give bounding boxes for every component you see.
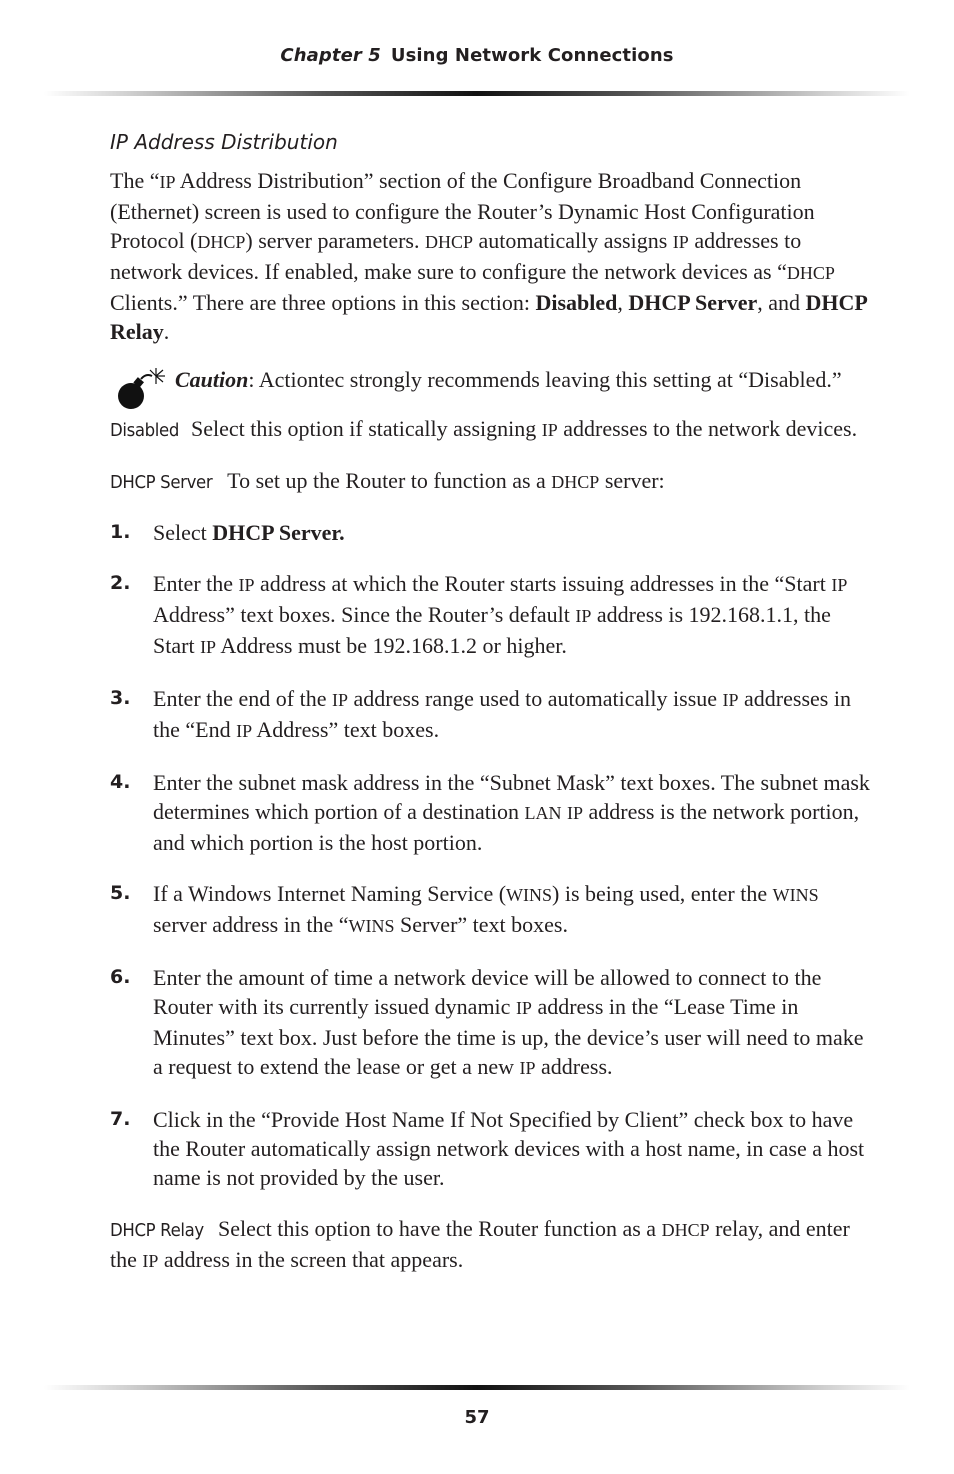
header-rule bbox=[44, 91, 910, 96]
intro-paragraph: The “IP Address Distribution” section of the Configure Broadband Connection (Ethernet) screen is used to configure the Router’s Dynamic Host Configuration Protocol (DHCP) server parameters. DHCP automatically assigns IP addresses to network devices. If enabled, make sure to configure the network devices as “DHCP Clients.” There are three options in this section: Disabled, DHCP Server, and DHCP Relay. bbox=[110, 168, 867, 344]
chapter-title: Using Network Connections bbox=[390, 45, 674, 66]
section-title: IP Address Distribution bbox=[110, 130, 338, 154]
running-header bbox=[0, 45, 954, 66]
dhcp-server-description: DHCP Server To set up the Router to function as a DHCP server: bbox=[110, 466, 870, 497]
dhcp-relay-description: DHCP Relay Select this option to have the Router function as a DHCP relay, and enter the IP address in the screen that appears. bbox=[110, 1216, 850, 1272]
list-item: 5. If a Windows Internet Naming Service (WINS) is being used, enter the WINS server address in the “WINS Server” text boxes. bbox=[110, 881, 819, 937]
list-item: 1. Select DHCP Server. bbox=[110, 520, 345, 545]
disabled-term: Disabled bbox=[110, 420, 179, 441]
page-number: 57 bbox=[464, 1407, 490, 1428]
disabled-description: Disabled Select this option if statically assigning IP addresses to the network devices. bbox=[110, 414, 870, 445]
caution-label: Caution bbox=[175, 367, 249, 392]
list-item: 4. Enter the subnet mask address in the “Subnet Mask” text boxes. The subnet mask determines which portion of a destination LAN IP address is the network portion, and which portion is the host portion. bbox=[110, 770, 870, 855]
page-body bbox=[110, 128, 870, 1276]
dhcp-server-steps bbox=[110, 518, 870, 1192]
bomb-icon bbox=[114, 366, 174, 414]
list-item: 6. Enter the amount of time a network device will be allowed to connect to the Router with its currently issued dynamic IP address in the “Lease Time in Minutes” text box. Just before the time is up, the device’s user will need to make a request to extend the lease or get a new IP address. bbox=[110, 965, 864, 1079]
caution-text: : Actiontec strongly recommends leaving this setting at “Disabled.” bbox=[248, 367, 842, 392]
list-item: 3. Enter the end of the IP address range used to automatically issue IP addresses in the “End IP Address” text boxes. bbox=[110, 686, 851, 742]
caution-note bbox=[110, 366, 870, 394]
dhcp-server-term: DHCP Server bbox=[110, 472, 213, 493]
list-item: 2. Enter the IP address at which the Router starts issuing addresses in the “Start IP Address” text boxes. Since the Router’s default IP address is 192.168.1.1, the Start IP Address must be 192.168.1.2 or higher. bbox=[110, 571, 848, 658]
list-item: 7. Click in the “Provide Host Name If Not Specified by Client” check box to have the Router automatically assign network devices with a host name, in case a host name is not provided by the user. bbox=[110, 1107, 865, 1190]
dhcp-relay-term: DHCP Relay bbox=[110, 1220, 204, 1241]
footer-rule bbox=[44, 1385, 910, 1390]
chapter-label: Chapter 5 bbox=[280, 45, 381, 66]
